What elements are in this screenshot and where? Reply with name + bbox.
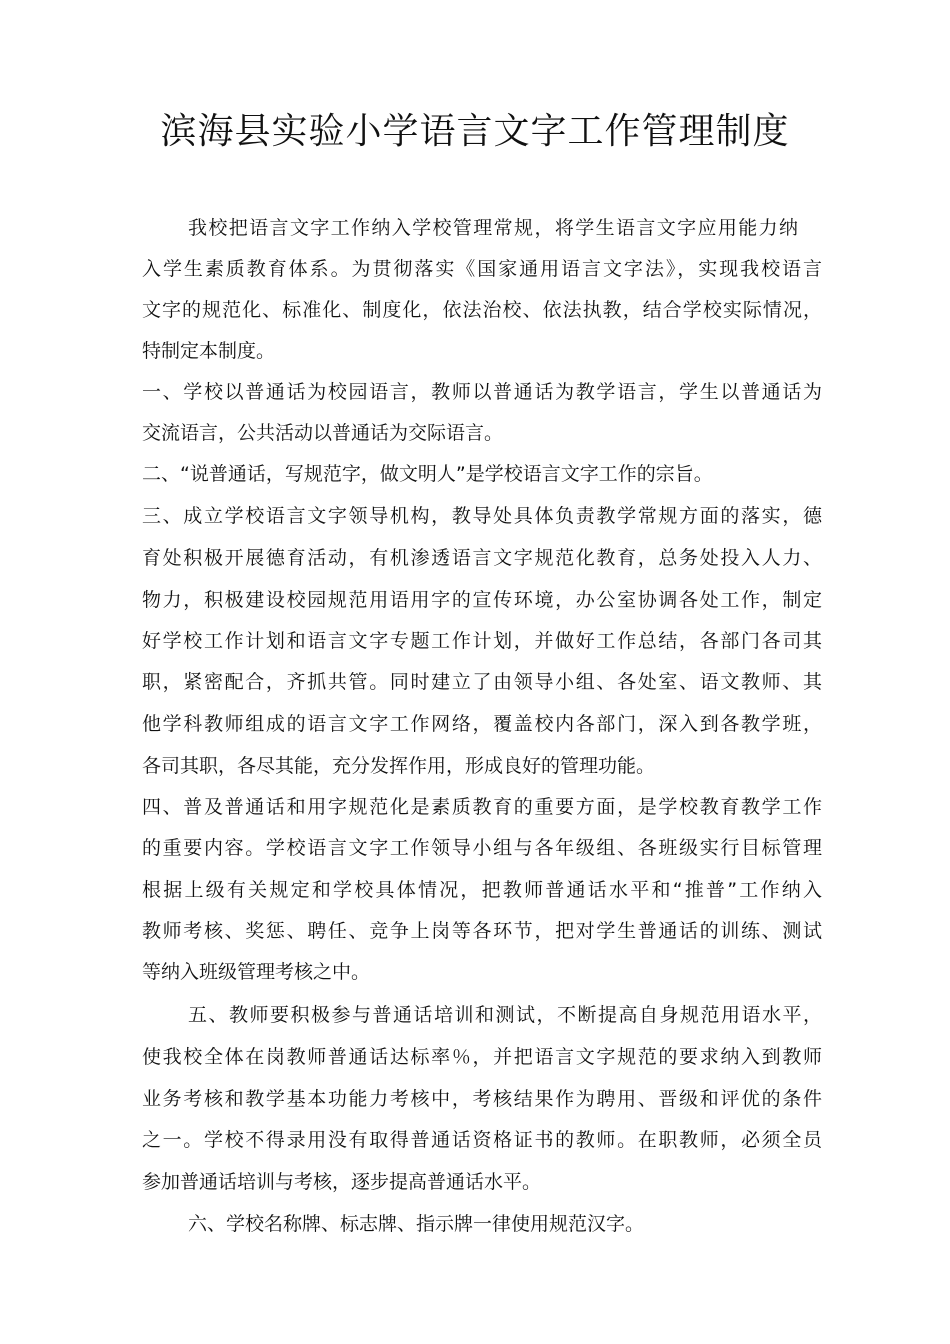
text-line: 入学生素质教育体系。为贯彻落实《国家通用语言文字法》，实现我校语言 xyxy=(142,258,822,280)
text-line: 六、学校名称牌、标志牌、指示牌一律使用规范汉字。 xyxy=(188,1213,645,1235)
text-line: 我校把语言文字工作纳入学校管理常规，将学生语言文字应用能力纳 xyxy=(188,217,798,239)
text-line: 职，紧密配合，齐抓共管。同时建立了由领导小组、各处室、语文教师、其 xyxy=(142,671,822,693)
text-line: 的重要内容。学校语言文字工作领导小组与各年级组、各班级实行目标管理 xyxy=(142,837,822,859)
text-line: 五、教师要积极参与普通话培训和测试，不断提高自身规范用语水平， xyxy=(188,1004,822,1026)
text-line: 一、学校以普通话为校园语言，教师以普通话为教学语言，学生以普通话为 xyxy=(142,381,822,403)
text-line: 业务考核和教学基本功能力考核中，考核结果作为聘用、晋级和评优的条件 xyxy=(142,1088,822,1110)
text-line: 他学科教师组成的语言文字工作网络，覆盖校内各部门，深入到各教学班， xyxy=(142,713,822,735)
text-line: 交流语言，公共活动以普通话为交际语言。 xyxy=(142,422,504,444)
text-line: 文字的规范化、标准化、制度化，依法治校、依法执教，结合学校实际情况， xyxy=(142,299,822,321)
text-line: 根据上级有关规定和学校具体情况，把教师普通话水平和“推普”工作纳入 xyxy=(142,879,822,901)
document-title: 滨海县实验小学语言文字工作管理制度 xyxy=(160,111,790,152)
text-line: 特制定本制度。 xyxy=(142,340,276,362)
text-line: 好学校工作计划和语言文字专题工作计划，并做好工作总结，各部门各司其 xyxy=(142,630,822,652)
text-line: 物力，积极建设校园规范用语用字的宣传环境，办公室协调各处工作，制定 xyxy=(142,589,822,611)
text-line: 使我校全体在岗教师普通话达标率％，并把语言文字规范的要求纳入到教师 xyxy=(142,1046,822,1068)
text-line: 四、普及普通话和用字规范化是素质教育的重要方面，是学校教育教学工作 xyxy=(142,796,822,818)
text-line: 育处积极开展德育活动，有机渗透语言文字规范化教育，总务处投入人力、 xyxy=(142,547,822,569)
text-line: 等纳入班级管理考核之中。 xyxy=(142,961,371,983)
text-line: 参加普通话培训与考核，逐步提高普通话水平。 xyxy=(142,1171,542,1193)
text-line: 各司其职，各尽其能，充分发挥作用，形成良好的管理功能。 xyxy=(142,755,656,777)
text-line: 之一。学校不得录用没有取得普通话资格证书的教师。在职教师，必须全员 xyxy=(142,1129,822,1151)
text-line: 二、“说普通话，写规范字，做文明人”是学校语言文字工作的宗旨。 xyxy=(142,463,713,485)
text-line: 教师考核、奖惩、聘任、竞争上岗等各环节，把对学生普通话的训练、测试 xyxy=(142,920,822,942)
text-line: 三、成立学校语言文字领导机构，教导处具体负责教学常规方面的落实，德 xyxy=(142,505,822,527)
